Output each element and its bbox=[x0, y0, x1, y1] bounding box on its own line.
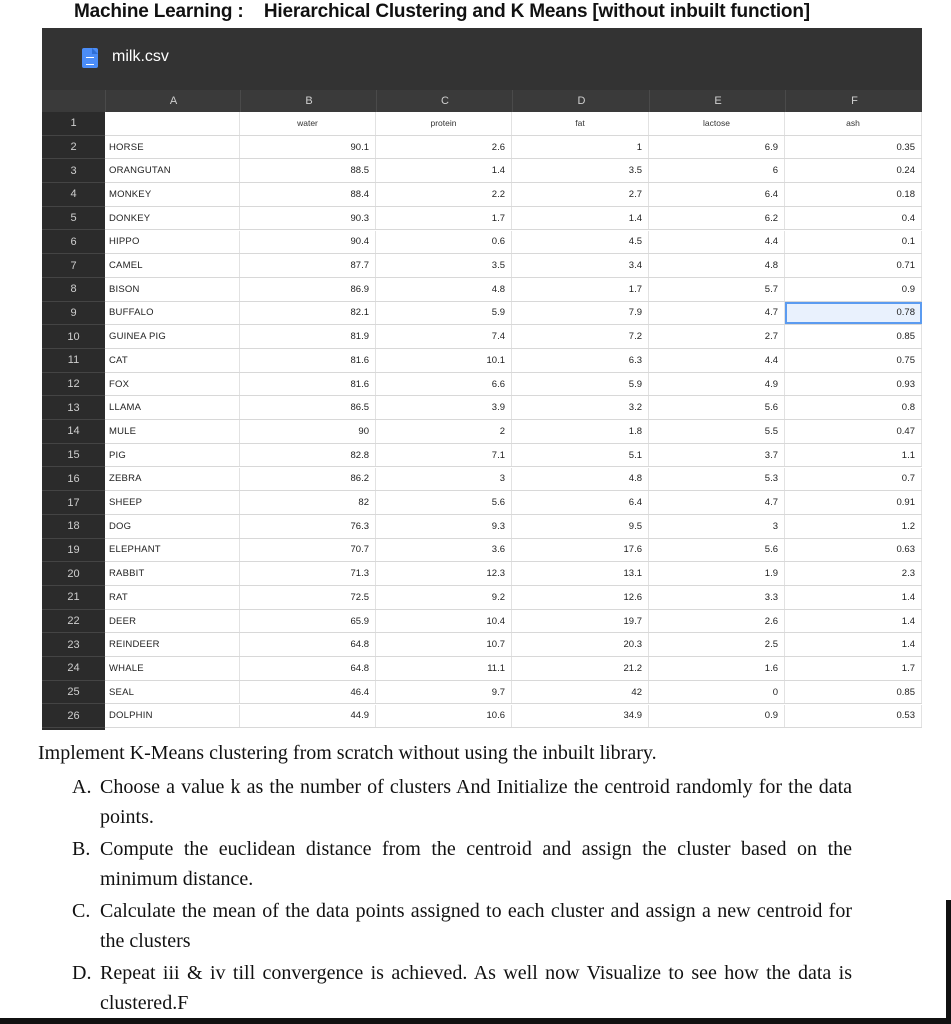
table-row bbox=[105, 183, 922, 207]
value-cell[interactable]: 1 bbox=[512, 136, 649, 159]
value-cell[interactable]: 3.2 bbox=[512, 396, 649, 419]
value-cell[interactable]: 5.7 bbox=[649, 278, 785, 301]
value-cell[interactable]: 0.63 bbox=[785, 539, 922, 562]
value-cell[interactable]: 3.9 bbox=[376, 396, 512, 419]
value-cell[interactable]: 72.5 bbox=[240, 586, 376, 609]
value-cell[interactable]: 2 bbox=[376, 420, 512, 443]
header-cell[interactable] bbox=[105, 112, 240, 135]
row-number[interactable]: 8 bbox=[42, 278, 105, 302]
value-cell[interactable]: 5.6 bbox=[649, 396, 785, 419]
value-cell[interactable]: 65.9 bbox=[240, 610, 376, 633]
row-number[interactable]: 15 bbox=[42, 444, 105, 468]
value-cell[interactable]: 64.8 bbox=[240, 657, 376, 680]
row-number[interactable]: 13 bbox=[42, 396, 105, 420]
value-cell[interactable]: 0 bbox=[649, 681, 785, 704]
selected-cell[interactable]: 0.78 bbox=[785, 302, 922, 325]
animal-name-cell[interactable]: PIG bbox=[105, 444, 240, 467]
value-cell[interactable]: 17.6 bbox=[512, 539, 649, 562]
step-text: Compute the euclidean distance from the centroid and assign the cluster based on the minimum distance. bbox=[100, 838, 852, 890]
header-cell[interactable]: water bbox=[240, 112, 376, 135]
value-cell[interactable]: 3.6 bbox=[376, 539, 512, 562]
table-row bbox=[105, 705, 922, 729]
value-cell[interactable]: 0.6 bbox=[376, 231, 512, 254]
value-cell[interactable]: 1.4 bbox=[785, 633, 922, 656]
animal-name-cell[interactable]: CAT bbox=[105, 349, 240, 372]
column-header-a[interactable]: A bbox=[105, 90, 241, 112]
instructions-steps bbox=[72, 772, 852, 1020]
value-cell[interactable]: 0.71 bbox=[785, 254, 922, 277]
table-row bbox=[105, 468, 922, 492]
table-row bbox=[105, 681, 922, 705]
value-cell[interactable]: 76.3 bbox=[240, 515, 376, 538]
value-cell[interactable]: 82 bbox=[240, 491, 376, 514]
value-cell[interactable]: 1.4 bbox=[785, 610, 922, 633]
value-cell[interactable]: 7.2 bbox=[512, 325, 649, 348]
value-cell[interactable]: 6.9 bbox=[649, 136, 785, 159]
value-cell[interactable]: 6.4 bbox=[649, 183, 785, 206]
value-cell[interactable]: 4.9 bbox=[649, 373, 785, 396]
table-row bbox=[105, 515, 922, 539]
table-row bbox=[105, 420, 922, 444]
step-letter: A. bbox=[72, 776, 92, 798]
table-row bbox=[105, 231, 922, 255]
table-row bbox=[105, 657, 922, 681]
value-cell[interactable]: 0.18 bbox=[785, 183, 922, 206]
row-number[interactable]: 9 bbox=[42, 302, 105, 326]
animal-name-cell[interactable]: REINDEER bbox=[105, 633, 240, 656]
value-cell[interactable]: 4.8 bbox=[649, 254, 785, 277]
value-cell[interactable]: 1.9 bbox=[649, 562, 785, 585]
value-cell[interactable]: 0.9 bbox=[649, 705, 785, 728]
value-cell[interactable]: 5.9 bbox=[376, 302, 512, 325]
value-cell[interactable]: 6.6 bbox=[376, 373, 512, 396]
value-cell[interactable]: 81.6 bbox=[240, 349, 376, 372]
row-number[interactable]: 7 bbox=[42, 254, 105, 278]
step-letter: B. bbox=[72, 838, 91, 860]
table-row bbox=[105, 539, 922, 563]
row-number[interactable]: 17 bbox=[42, 491, 105, 515]
value-cell[interactable]: 6.4 bbox=[512, 491, 649, 514]
value-cell[interactable]: 12.6 bbox=[512, 586, 649, 609]
row-number[interactable]: 26 bbox=[42, 705, 105, 729]
animal-name-cell[interactable]: MONKEY bbox=[105, 183, 240, 206]
value-cell[interactable]: 86.2 bbox=[240, 468, 376, 491]
value-cell[interactable]: 0.91 bbox=[785, 491, 922, 514]
animal-name-cell[interactable]: SHEEP bbox=[105, 491, 240, 514]
value-cell[interactable]: 9.7 bbox=[376, 681, 512, 704]
value-cell[interactable]: 4.7 bbox=[649, 302, 785, 325]
value-cell[interactable]: 4.5 bbox=[512, 231, 649, 254]
value-cell[interactable]: 5.9 bbox=[512, 373, 649, 396]
value-cell[interactable]: 3.7 bbox=[649, 444, 785, 467]
value-cell[interactable]: 1.1 bbox=[785, 444, 922, 467]
value-cell[interactable]: 0.35 bbox=[785, 136, 922, 159]
table-row bbox=[105, 207, 922, 231]
value-cell[interactable]: 82.1 bbox=[240, 302, 376, 325]
value-cell[interactable]: 0.1 bbox=[785, 231, 922, 254]
value-cell[interactable]: 88.4 bbox=[240, 183, 376, 206]
value-cell[interactable]: 10.6 bbox=[376, 705, 512, 728]
value-cell[interactable]: 7.4 bbox=[376, 325, 512, 348]
table-row bbox=[105, 444, 922, 468]
table-row bbox=[105, 610, 922, 634]
animal-name-cell[interactable]: SEAL bbox=[105, 681, 240, 704]
instructions-intro: Implement K-Means clustering from scratch without using the inbuilt library. bbox=[38, 742, 657, 764]
file-name[interactable]: milk.csv bbox=[112, 48, 169, 65]
value-cell[interactable]: 1.4 bbox=[512, 207, 649, 230]
value-cell[interactable]: 87.7 bbox=[240, 254, 376, 277]
instruction-step bbox=[72, 958, 852, 1018]
row-number[interactable]: 3 bbox=[42, 159, 105, 183]
step-letter: C. bbox=[72, 900, 91, 922]
value-cell[interactable]: 4.4 bbox=[649, 349, 785, 372]
value-cell[interactable]: 5.3 bbox=[649, 468, 785, 491]
table-row bbox=[105, 349, 922, 373]
value-cell[interactable]: 4.8 bbox=[512, 468, 649, 491]
value-cell[interactable]: 4.8 bbox=[376, 278, 512, 301]
animal-name-cell[interactable]: HORSE bbox=[105, 136, 240, 159]
value-cell[interactable]: 20.3 bbox=[512, 633, 649, 656]
value-cell[interactable]: 82.8 bbox=[240, 444, 376, 467]
value-cell[interactable]: 44.9 bbox=[240, 705, 376, 728]
value-cell[interactable]: 46.4 bbox=[240, 681, 376, 704]
animal-name-cell[interactable]: RAT bbox=[105, 586, 240, 609]
value-cell[interactable]: 2.3 bbox=[785, 562, 922, 585]
instruction-step bbox=[72, 896, 852, 956]
row-number[interactable]: 5 bbox=[42, 207, 105, 231]
row-number[interactable]: 14 bbox=[42, 420, 105, 444]
row-number[interactable]: 1 bbox=[42, 112, 105, 136]
value-cell[interactable]: 5.1 bbox=[512, 444, 649, 467]
value-cell[interactable]: 5.5 bbox=[649, 420, 785, 443]
row-number[interactable]: 16 bbox=[42, 468, 105, 492]
animal-name-cell[interactable]: MULE bbox=[105, 420, 240, 443]
file-title-bar bbox=[42, 28, 922, 90]
value-cell[interactable]: 64.8 bbox=[240, 633, 376, 656]
right-edge bbox=[946, 900, 951, 1024]
value-cell[interactable]: 1.8 bbox=[512, 420, 649, 443]
value-cell[interactable]: 86.5 bbox=[240, 396, 376, 419]
row-number[interactable]: 2 bbox=[42, 136, 105, 160]
column-header-b[interactable]: B bbox=[240, 90, 377, 112]
row-number[interactable]: 22 bbox=[42, 610, 105, 634]
value-cell[interactable]: 10.1 bbox=[376, 349, 512, 372]
value-cell[interactable]: 90.3 bbox=[240, 207, 376, 230]
value-cell[interactable]: 81.6 bbox=[240, 373, 376, 396]
value-cell[interactable]: 13.1 bbox=[512, 562, 649, 585]
row-number[interactable]: 18 bbox=[42, 515, 105, 539]
table-row bbox=[105, 562, 922, 586]
value-cell[interactable]: 0.24 bbox=[785, 159, 922, 182]
value-cell[interactable]: 12.3 bbox=[376, 562, 512, 585]
value-cell[interactable]: 6.2 bbox=[649, 207, 785, 230]
row-number[interactable]: 12 bbox=[42, 373, 105, 397]
animal-name-cell[interactable]: ORANGUTAN bbox=[105, 159, 240, 182]
value-cell[interactable]: 7.1 bbox=[376, 444, 512, 467]
header-cell[interactable]: ash bbox=[785, 112, 922, 135]
animal-name-cell[interactable]: CAMEL bbox=[105, 254, 240, 277]
animal-name-cell[interactable]: WHALE bbox=[105, 657, 240, 680]
value-cell[interactable]: 2.6 bbox=[649, 610, 785, 633]
step-text: Calculate the mean of the data points assigned to each cluster and assign a new centroid for the clusters bbox=[100, 900, 852, 952]
column-header-d[interactable]: D bbox=[512, 90, 650, 112]
value-cell[interactable]: 11.1 bbox=[376, 657, 512, 680]
value-cell[interactable]: 42 bbox=[512, 681, 649, 704]
value-cell[interactable]: 5.6 bbox=[649, 539, 785, 562]
column-header-c[interactable]: C bbox=[376, 90, 513, 112]
instruction-step bbox=[72, 772, 852, 832]
value-cell[interactable]: 10.7 bbox=[376, 633, 512, 656]
header-cell[interactable]: fat bbox=[512, 112, 649, 135]
value-cell[interactable]: 5.6 bbox=[376, 491, 512, 514]
value-cell[interactable]: 0.75 bbox=[785, 349, 922, 372]
value-cell[interactable]: 9.5 bbox=[512, 515, 649, 538]
value-cell[interactable]: 0.9 bbox=[785, 278, 922, 301]
value-cell[interactable]: 3.5 bbox=[376, 254, 512, 277]
value-cell[interactable]: 71.3 bbox=[240, 562, 376, 585]
value-cell[interactable]: 81.9 bbox=[240, 325, 376, 348]
row-number[interactable]: 4 bbox=[42, 183, 105, 207]
row-number[interactable]: 23 bbox=[42, 633, 105, 657]
animal-name-cell[interactable]: BUFFALO bbox=[105, 302, 240, 325]
row-number[interactable]: 11 bbox=[42, 349, 105, 373]
value-cell[interactable]: 4.4 bbox=[649, 231, 785, 254]
animal-name-cell[interactable]: DOG bbox=[105, 515, 240, 538]
value-cell[interactable]: 0.85 bbox=[785, 681, 922, 704]
value-cell[interactable]: 2.5 bbox=[649, 633, 785, 656]
value-cell[interactable]: 70.7 bbox=[240, 539, 376, 562]
row-number[interactable]: 24 bbox=[42, 657, 105, 681]
table-row bbox=[105, 373, 922, 397]
value-cell[interactable]: 0.8 bbox=[785, 396, 922, 419]
row-number[interactable]: 20 bbox=[42, 562, 105, 586]
value-cell[interactable]: 86.9 bbox=[240, 278, 376, 301]
spreadsheet-grid bbox=[105, 112, 922, 730]
animal-name-cell[interactable]: DEER bbox=[105, 610, 240, 633]
value-cell[interactable]: 1.7 bbox=[376, 207, 512, 230]
animal-name-cell[interactable]: ELEPHANT bbox=[105, 539, 240, 562]
animal-name-cell[interactable]: HIPPO bbox=[105, 231, 240, 254]
animal-name-cell[interactable]: RABBIT bbox=[105, 562, 240, 585]
column-header-f[interactable]: F bbox=[785, 90, 923, 112]
row-number[interactable]: 25 bbox=[42, 681, 105, 705]
column-header-e[interactable]: E bbox=[649, 90, 786, 112]
step-letter: D. bbox=[72, 962, 92, 984]
table-row bbox=[105, 586, 922, 610]
table-row bbox=[105, 278, 922, 302]
row-number[interactable]: 10 bbox=[42, 325, 105, 349]
header-cell[interactable]: protein bbox=[376, 112, 512, 135]
value-cell[interactable]: 10.4 bbox=[376, 610, 512, 633]
animal-name-cell[interactable]: DOLPHIN bbox=[105, 705, 240, 728]
value-cell[interactable]: 21.2 bbox=[512, 657, 649, 680]
table-row bbox=[105, 396, 922, 420]
page-title: Machine Learning : Hierarchical Clustering and K Means [without inbuilt function] bbox=[74, 1, 810, 22]
bottom-edge bbox=[0, 1018, 951, 1024]
animal-name-cell[interactable]: ZEBRA bbox=[105, 468, 240, 491]
table-row bbox=[105, 136, 922, 160]
value-cell[interactable]: 3 bbox=[649, 515, 785, 538]
table-row bbox=[105, 159, 922, 183]
value-cell[interactable]: 34.9 bbox=[512, 705, 649, 728]
value-cell[interactable]: 3.4 bbox=[512, 254, 649, 277]
value-cell[interactable]: 0.93 bbox=[785, 373, 922, 396]
value-cell[interactable]: 6.3 bbox=[512, 349, 649, 372]
value-cell[interactable]: 90.4 bbox=[240, 231, 376, 254]
value-cell[interactable]: 4.7 bbox=[649, 491, 785, 514]
value-cell[interactable]: 2.2 bbox=[376, 183, 512, 206]
value-cell[interactable]: 2.7 bbox=[649, 325, 785, 348]
instruction-step bbox=[72, 834, 852, 894]
header-cell[interactable]: lactose bbox=[649, 112, 785, 135]
value-cell[interactable]: 1.2 bbox=[785, 515, 922, 538]
spreadsheet-window bbox=[42, 28, 922, 730]
value-cell[interactable]: 19.7 bbox=[512, 610, 649, 633]
value-cell[interactable]: 1.6 bbox=[649, 657, 785, 680]
value-cell[interactable]: 1.7 bbox=[785, 657, 922, 680]
animal-name-cell[interactable]: BISON bbox=[105, 278, 240, 301]
table-row bbox=[105, 325, 922, 349]
row-number[interactable]: 6 bbox=[42, 231, 105, 255]
value-cell[interactable]: 2.6 bbox=[376, 136, 512, 159]
value-cell[interactable]: 1.4 bbox=[376, 159, 512, 182]
animal-name-cell[interactable]: DONKEY bbox=[105, 207, 240, 230]
animal-name-cell[interactable]: GUINEA PIG bbox=[105, 325, 240, 348]
value-cell[interactable]: 0.7 bbox=[785, 468, 922, 491]
value-cell[interactable]: 7.9 bbox=[512, 302, 649, 325]
value-cell[interactable]: 2.7 bbox=[512, 183, 649, 206]
value-cell[interactable]: 1.4 bbox=[785, 586, 922, 609]
value-cell[interactable]: 9.3 bbox=[376, 515, 512, 538]
value-cell[interactable]: 0.47 bbox=[785, 420, 922, 443]
row-number[interactable]: 21 bbox=[42, 586, 105, 610]
row-number[interactable]: 19 bbox=[42, 539, 105, 563]
value-cell[interactable]: 6 bbox=[649, 159, 785, 182]
animal-name-cell[interactable]: LLAMA bbox=[105, 396, 240, 419]
value-cell[interactable]: 88.5 bbox=[240, 159, 376, 182]
value-cell[interactable]: 3.3 bbox=[649, 586, 785, 609]
table-row bbox=[105, 254, 922, 278]
table-row bbox=[105, 491, 922, 515]
header-row bbox=[105, 112, 922, 136]
value-cell[interactable]: 3.5 bbox=[512, 159, 649, 182]
table-row bbox=[105, 633, 922, 657]
value-cell[interactable]: 90.1 bbox=[240, 136, 376, 159]
value-cell[interactable]: 90 bbox=[240, 420, 376, 443]
value-cell[interactable]: 9.2 bbox=[376, 586, 512, 609]
animal-name-cell[interactable]: FOX bbox=[105, 373, 240, 396]
step-text: Choose a value k as the number of clusters And Initialize the centroid randomly for the data points. bbox=[100, 776, 852, 828]
value-cell[interactable]: 0.85 bbox=[785, 325, 922, 348]
value-cell[interactable]: 3 bbox=[376, 468, 512, 491]
value-cell[interactable]: 1.7 bbox=[512, 278, 649, 301]
spreadsheet-file-icon bbox=[82, 48, 98, 68]
value-cell[interactable]: 0.4 bbox=[785, 207, 922, 230]
value-cell[interactable]: 0.53 bbox=[785, 705, 922, 728]
table-row bbox=[105, 302, 922, 326]
step-text: Repeat iii & iv till convergence is achieved. As well now Visualize to see how the data is clustered.F bbox=[100, 962, 852, 1014]
